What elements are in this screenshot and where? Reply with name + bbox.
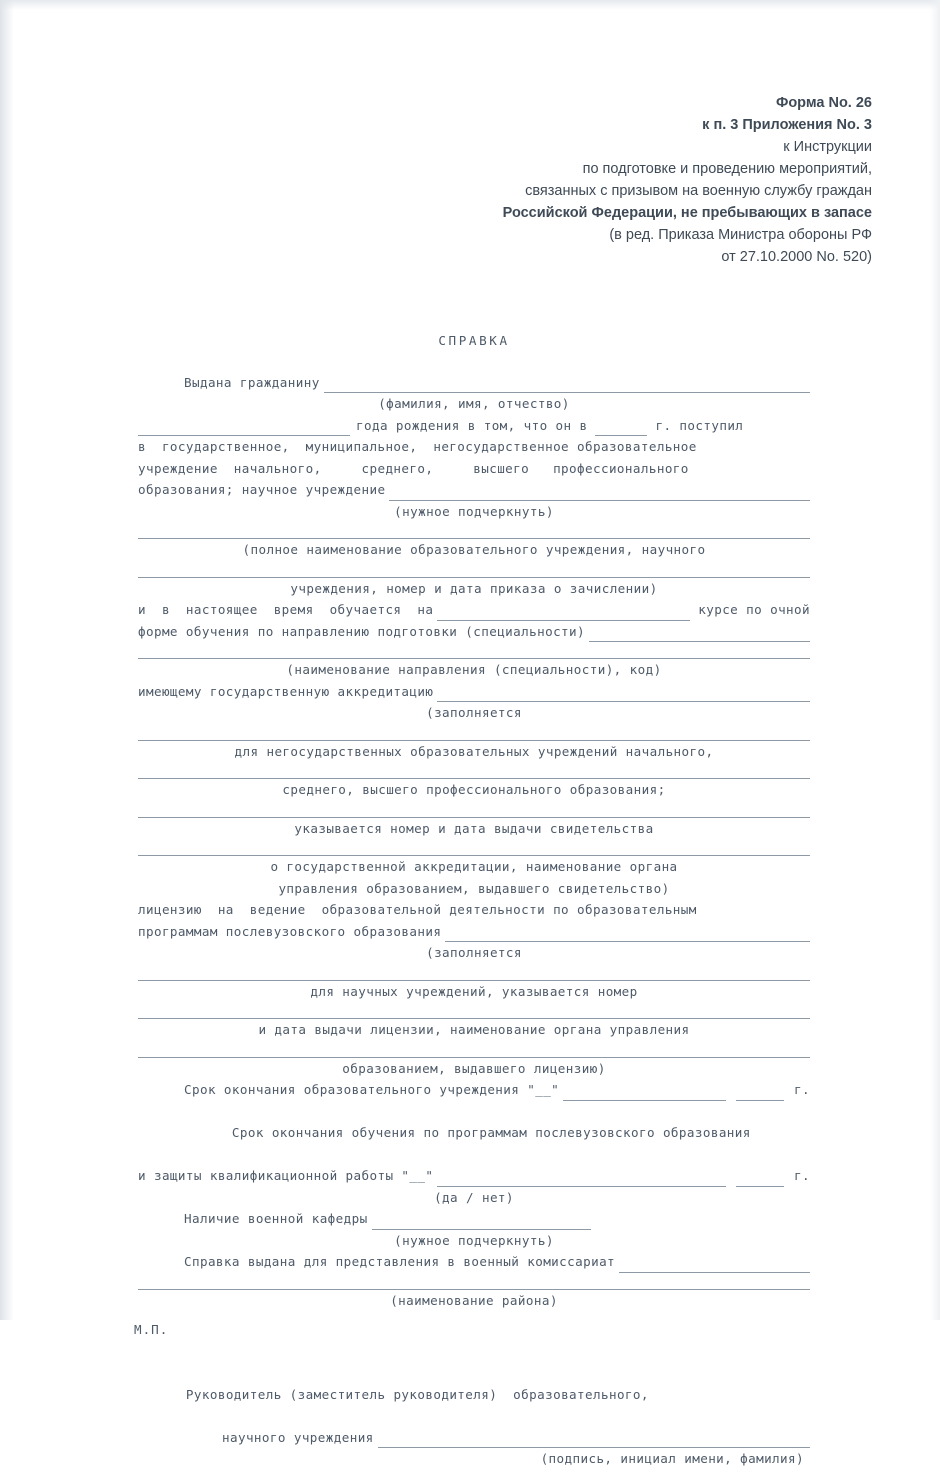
- caption-full-name-institution-1: (полное наименование образовательного учреждения, научного: [242, 542, 706, 557]
- caption-filled-1: (заполняется: [426, 705, 522, 720]
- caption-yes-no: (да / нет): [434, 1189, 514, 1205]
- caption-cert-number: указывается номер и дата выдачи свидетельства: [294, 820, 654, 836]
- enrollment-year-field[interactable]: [595, 420, 647, 436]
- header-line-conscription: связанных с призывом на военную службу граждан: [525, 183, 872, 199]
- scientific-institution-license-field[interactable]: [138, 964, 810, 981]
- row-postgrad-line-2: [138, 1165, 810, 1187]
- end-term-suffix: г.: [794, 1082, 810, 1097]
- issued-to-field[interactable]: [324, 377, 810, 393]
- postgrad-line-2: и защиты квалификационной работы "__": [138, 1168, 434, 1183]
- commissariat-field[interactable]: [619, 1257, 810, 1273]
- levels-field[interactable]: [138, 762, 810, 779]
- caption-license-org: образованием, выдавшего лицензию): [342, 1060, 606, 1076]
- end-term-month-field[interactable]: [563, 1085, 726, 1101]
- row-issued-for: [138, 1251, 810, 1273]
- caption-scientific-institutions: для научных учреждений, указывается номер: [310, 983, 638, 999]
- license-org-field[interactable]: [138, 1041, 810, 1058]
- page-title: СПРАВКА: [438, 333, 510, 348]
- caption-state-accreditation-1: о государственной аккредитации, наименование органа: [270, 859, 678, 874]
- license-date-field[interactable]: [138, 1002, 810, 1019]
- issued-for-label: Справка выдана для представления в военный комиссариат: [184, 1254, 616, 1269]
- form-reference-header: [232, 92, 872, 268]
- caption-full-name-institution-2: учреждения, номер и дата приказа о зачислении): [290, 580, 658, 596]
- header-line-instruction: к Инструкции: [783, 139, 872, 155]
- military-department-label: Наличие военной кафедры: [184, 1211, 368, 1226]
- caption-state-accreditation-2: управления образованием, выдавшего свидетельство): [278, 880, 670, 896]
- course-suffix: курсе по очной: [698, 602, 810, 617]
- end-term-label: Срок окончания образовательного учреждения "__": [184, 1082, 560, 1097]
- current-study-line: и в настоящее время обучается на: [138, 602, 434, 617]
- scientific-institution-field[interactable]: [389, 485, 810, 501]
- institution-line-3: образования; научное учреждение: [138, 482, 386, 497]
- caption-district: (наименование района): [390, 1292, 558, 1308]
- caption-underline-needed: (нужное подчеркнуть): [394, 503, 554, 519]
- caption-fio: (фамилия, имя, отчество): [378, 396, 570, 411]
- full-name-institution-field-1[interactable]: [138, 522, 810, 539]
- caption-underline-needed-2: (нужное подчеркнуть): [394, 1232, 554, 1248]
- postgrad-month-field[interactable]: [437, 1171, 726, 1187]
- birth-year-field[interactable]: [138, 420, 350, 436]
- caption-direction: (наименование направления (специальности), код): [286, 662, 662, 677]
- year-suffix: г. поступил: [655, 417, 744, 433]
- caption-levels: среднего, высшего профессионального образования;: [282, 782, 666, 797]
- page-edge-shadow-top: [0, 0, 940, 10]
- signatory-line-1: Руководитель (заместитель руководителя) образовательного,: [185, 1386, 649, 1402]
- institution-line-1: в государственное, муниципальное, негосударственное образовательное: [138, 439, 697, 454]
- row-military-department: [138, 1208, 810, 1230]
- row-form-of-study: [138, 621, 810, 643]
- military-department-field[interactable]: [372, 1214, 591, 1230]
- speciality-field[interactable]: [589, 626, 810, 642]
- row-accreditation: [138, 681, 810, 703]
- row-institution-line-3: [138, 479, 810, 501]
- birth-year-text: года рождения в том, что он в: [356, 417, 588, 433]
- issued-to-label: Выдана гражданину: [184, 374, 320, 390]
- state-accreditation-field[interactable]: [138, 839, 810, 856]
- certificate-number-field[interactable]: [138, 801, 810, 818]
- header-line-order-edition: (в ред. Приказа Министра обороны РФ: [609, 227, 872, 243]
- end-term-year-field[interactable]: [736, 1085, 784, 1101]
- license-field[interactable]: [445, 926, 810, 942]
- header-line-appendix: к п. 3 Приложения No. 3: [702, 117, 872, 133]
- course-number-field[interactable]: [437, 605, 690, 621]
- row-postgrad-line-1: [138, 1101, 810, 1166]
- postgrad-line-1: Срок окончания обучения по программам послевузовского образования: [231, 1125, 751, 1140]
- postgrad-year-field[interactable]: [736, 1171, 784, 1187]
- row-license-line-2: [138, 921, 810, 943]
- caption-license-date: и дата выдачи лицензии, наименование органа управления: [258, 1022, 690, 1037]
- full-name-institution-field-2[interactable]: [138, 561, 810, 578]
- row-signatory-1: [134, 1319, 810, 1427]
- signatory-line-2: научного учреждения: [222, 1429, 374, 1445]
- institution-line-2: учреждение начального, среднего, высшего профессионального: [138, 460, 689, 476]
- header-line-federation: Российской Федерации, не пребывающих в запасе: [502, 205, 872, 221]
- speciality-field-2[interactable]: [138, 642, 810, 659]
- signature-field[interactable]: [378, 1432, 810, 1448]
- postgrad-suffix: г.: [794, 1168, 810, 1183]
- header-line-preparation: по подготовке и проведению мероприятий,: [582, 161, 872, 177]
- row-current-study: [138, 599, 810, 621]
- row-end-term: [138, 1079, 810, 1101]
- accreditation-field[interactable]: [437, 686, 810, 702]
- caption-nonstate: для негосударственных образовательных учреждений начального,: [234, 743, 714, 759]
- page-edge-shadow-left: [0, 0, 14, 1320]
- stamp-place-label: М.П.: [134, 1322, 169, 1337]
- caption-signature: (подпись, инициал имени, фамилия): [540, 1451, 804, 1466]
- license-line-2: программам послевузовского образования: [138, 923, 442, 939]
- district-field[interactable]: [138, 1273, 810, 1290]
- accreditation-line: имеющему государственную аккредитацию: [138, 683, 434, 699]
- header-line-form-number: Форма No. 26: [775, 95, 872, 111]
- nonstate-field[interactable]: [138, 724, 810, 741]
- row-signatory-2: [138, 1427, 810, 1449]
- form-of-study-line: форме обучения по направлению подготовки (специальности): [138, 623, 585, 639]
- license-line-1: лицензию на ведение образовательной деятельности по образовательным: [138, 902, 697, 917]
- form-body: [134, 330, 810, 1470]
- row-birth-year: [138, 415, 810, 437]
- page-edge-shadow-right: [930, 0, 940, 1320]
- row-issued-to: [138, 372, 810, 394]
- header-line-order-date: от 27.10.2000 No. 520): [721, 249, 872, 265]
- caption-filled-2: (заполняется: [426, 945, 522, 960]
